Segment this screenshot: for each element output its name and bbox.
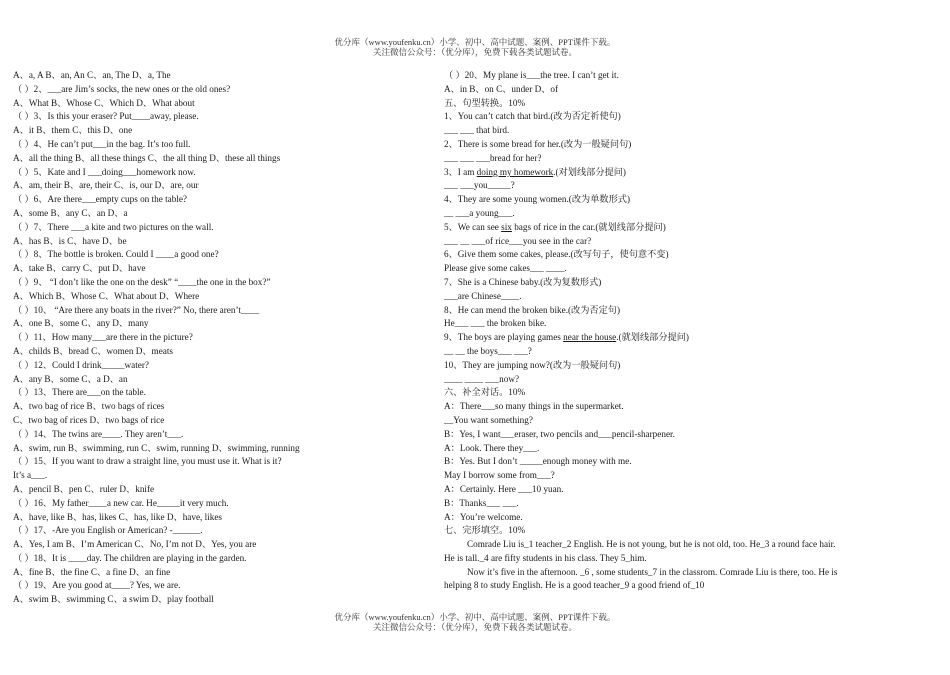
left-line: A、two bag of rice B、two bags of rices xyxy=(13,401,165,412)
right-line: A：Certainly. Here ___10 yuan. xyxy=(444,483,564,494)
left-line: A、has B、is C、have D、be xyxy=(13,235,127,246)
right-line: 六、补全对话。10% xyxy=(444,387,526,398)
header-line-1: 优分库（www.youfenku.cn）小学、初中、高中试题、案例、PPT课件下载。 xyxy=(334,37,616,47)
left-line: A、pencil B、pen C、ruler D、knife xyxy=(13,483,155,494)
right-line: 1、You can’t catch that bird.(改为否定祈使句) xyxy=(444,111,621,122)
left-line: A、Which B、Whose C、What about D、Where xyxy=(13,290,200,301)
left-line: （ ）3、Is this your eraser? Put____away, please. xyxy=(13,111,199,122)
left-line: A、all the thing B、all these things C、the all thing D、these all things xyxy=(13,152,281,163)
left-line: A、a, A B、an, An C、an, The D、a, The xyxy=(13,70,171,80)
left-line: （ ）16、My father____a new car. He_____it very much. xyxy=(13,497,229,508)
cloze-paragraph: Comrade Liu is_1 teacher_2 English. He is not young, but he is not old, too. He_3 a round face hair. He is tall._4 are fifty students in his class. They 5_him. xyxy=(444,539,836,563)
left-line: （ ）12、Could I drink_____water? xyxy=(13,359,150,370)
right-line: Please give some cakes___ ____. xyxy=(444,263,567,274)
left-line: C、two bag of rices D、two bags of rice xyxy=(13,414,165,425)
left-line: （ ）19、Are you good at____? Yes, we are. xyxy=(13,580,181,591)
left-line: （ ）5、Kate and I ___doing___homework now. xyxy=(13,166,196,177)
left-line: （ ）17、-Are you English or American? -______. xyxy=(13,525,203,536)
right-line: 3、I am doing my homework.(对划线部分提问) xyxy=(444,166,626,177)
right-line: B：Yes, I want___eraser, two pencils and___pencil-sharpener. xyxy=(444,428,675,439)
right-line: 5、We can see six bags of rice in the car.(就划线部分提问) xyxy=(444,221,666,232)
right-line: 9、The boys are playing games near the house.(就划线部分提问) xyxy=(444,332,689,343)
cloze-paragraph: Now it’s five in the afternoon. _6 , some students_7 in the classrom. Comrade Liu is there, too. He is helping 8 to study English. He is a good teacher_9 a good friend of_10 xyxy=(444,566,838,591)
left-line: It’s a___. xyxy=(13,470,48,481)
left-line: （ ）8、The bottle is broken. Could I ____a good one? xyxy=(13,249,219,260)
right-column xyxy=(444,69,839,593)
right-line: ___ ___ that bird. xyxy=(444,125,510,136)
right-line: He___ ___ the broken bike. xyxy=(444,318,547,329)
right-line: （ ）20、My plane is___the tree. I can’t get it. xyxy=(444,70,619,80)
right-line: A、in B、on C、under D、of xyxy=(444,83,559,94)
left-line: （ ）10、 “Are there any boats in the river?” No, there aren’t____ xyxy=(13,304,260,315)
left-line: （ ）11、How many___are there in the picture? xyxy=(13,332,193,343)
footer-line-1: 优分库（www.youfenku.cn）小学、初中、高中试题、案例、PPT课件下载。 xyxy=(334,612,616,622)
right-line: ___are Chinese____. xyxy=(444,290,522,301)
page-header-top xyxy=(0,37,950,57)
right-line: A：You’re welcome. xyxy=(444,511,523,522)
left-line: A、swim, run B、swimming, run C、swim, running D、swimming, running xyxy=(13,442,300,453)
right-line: A：There___so many things in the supermarket. xyxy=(444,401,624,412)
right-line: ___ __ ___of rice___you see in the car? xyxy=(444,235,592,246)
left-line: （ ）14、The twins are____. They aren’t___. xyxy=(13,428,184,439)
right-line: 4、They are some young women.(改为单数形式) xyxy=(444,194,631,205)
right-line: B：Yes. But I don’t _____enough money with me. xyxy=(444,456,632,467)
right-line: __You want something? xyxy=(444,414,533,425)
right-line: ____ ____ ___now? xyxy=(444,373,520,384)
page-header-bottom xyxy=(0,612,950,632)
left-column xyxy=(13,69,428,607)
right-line: 10、They are jumping now?(改为一般疑问句) xyxy=(444,359,621,370)
left-line: （ ）9、 “I don’t like the one on the desk” “____the one in the box?” xyxy=(13,276,271,287)
left-line: A、am, their B、are, their C、is, our D、are, our xyxy=(13,180,199,191)
right-line: ___ ___you_____? xyxy=(444,180,515,191)
left-line: A、take B、carry C、put D、have xyxy=(13,263,146,274)
right-line: __ ___a young___. xyxy=(444,207,515,218)
left-line: （ ）18、It is ____day. The children are playing in the garden. xyxy=(13,552,247,563)
right-line: __ __ the boys___ ___? xyxy=(444,345,532,356)
left-line: A、swim B、swimming C、a swim D、play football xyxy=(13,594,214,605)
left-line: A、one B、some C、any D、many xyxy=(13,318,149,329)
right-line: A：Look. There they___. xyxy=(444,442,540,453)
footer-line-2: 关注微信公众号：（优分库），免费下载各类试题试卷。 xyxy=(372,622,577,632)
left-line: A、some B、any C、an D、a xyxy=(13,207,128,218)
left-line: A、have, like B、has, likes C、has, like D、have, likes xyxy=(13,511,222,522)
left-line: A、childs B、bread C、women D、meats xyxy=(13,345,173,356)
right-line: ___ ___ ___bread for her? xyxy=(444,152,542,163)
left-line: A、it B、them C、this D、one xyxy=(13,125,133,136)
left-line: （ ）7、There ___a kite and two pictures on the wall. xyxy=(13,221,214,232)
right-line: 七、完形填空。10% xyxy=(444,525,526,536)
right-line: 2、There is some bread for her.(改为一般疑问句) xyxy=(444,138,632,149)
right-line: B：Thanks___ ___. xyxy=(444,497,519,508)
left-line: A、fine B、the fine C、a fine D、an fine xyxy=(13,566,171,577)
left-line: （ ）6、Are there___empty cups on the table? xyxy=(13,194,188,205)
header-line-2: 关注微信公众号：（优分库），免费下载各类试题试卷。 xyxy=(372,47,577,57)
left-line: A、What B、Whose C、Which D、What about xyxy=(13,97,195,108)
left-line: A、any B、some C、a D、an xyxy=(13,373,128,384)
left-line: （ ）2、___are Jim’s socks, the new ones or the old ones? xyxy=(13,83,231,94)
left-line: （ ）15、If you want to draw a straight line, you must use it. What is it? xyxy=(13,456,282,467)
right-line: 7、She is a Chinese baby.(改为复数形式) xyxy=(444,276,602,287)
left-line: （ ）4、He can’t put___in the bag. It’s too full. xyxy=(13,138,191,149)
right-line: 8、He can mend the broken bike.(改为否定句) xyxy=(444,304,621,315)
left-line: （ ）13、There are___on the table. xyxy=(13,387,146,398)
right-line: 6、Give them some cakes, please.(改写句子，使句意不变) xyxy=(444,249,669,260)
left-line: A、Yes, I am B、I’m American C、No, I’m not D、Yes, you are xyxy=(13,539,257,550)
right-line: 五、句型转换。10% xyxy=(444,97,526,108)
right-line: May I borrow some from___? xyxy=(444,470,555,481)
